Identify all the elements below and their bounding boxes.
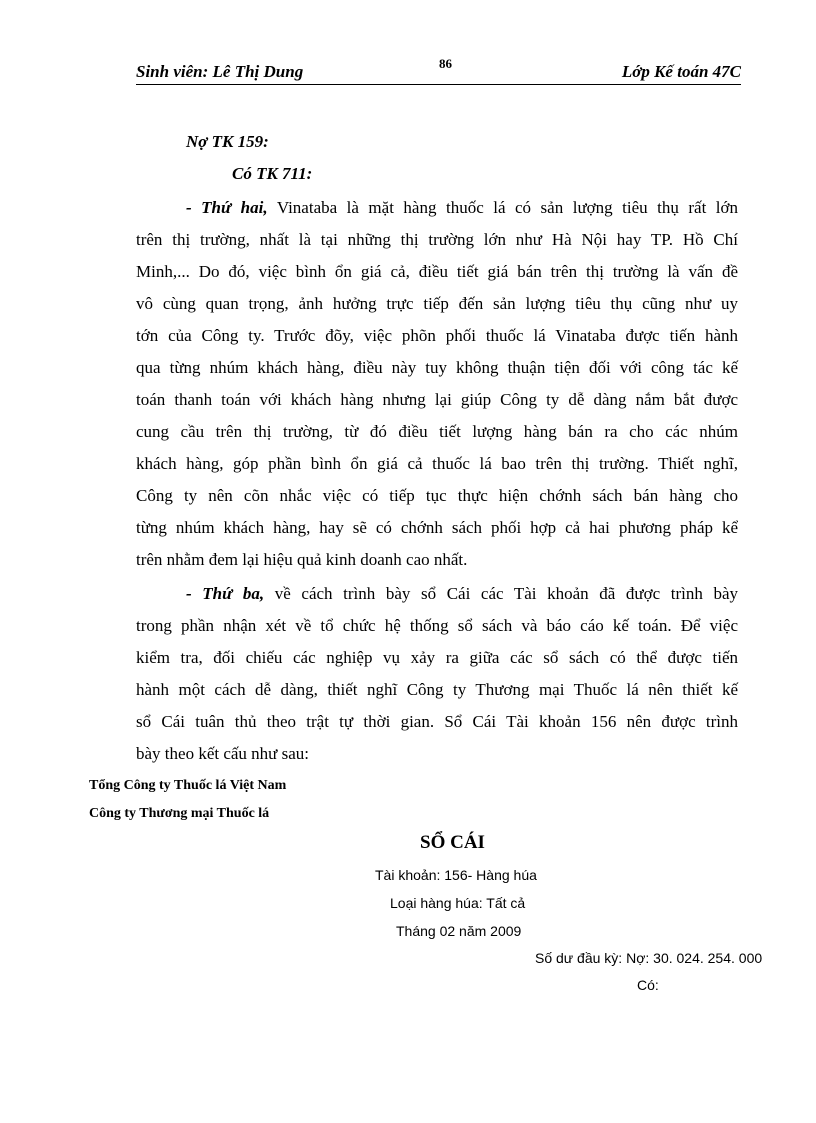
page-number: 86 bbox=[439, 56, 452, 71]
lead-label: - Thứ ba, bbox=[186, 584, 265, 603]
text-line: bày theo kết cấu như sau: bbox=[136, 744, 310, 763]
text-segment: Vinataba là mặt hàng thuốc lá có sản lượng tiêu thụ rất lớn bbox=[276, 198, 738, 217]
text-line bbox=[186, 584, 738, 604]
text-line: trong phần nhận xét về tổ chức hệ thống sổ sách và báo cáo kế toán. Để việc bbox=[136, 616, 738, 635]
text-line: hành một cách dễ dàng, thiết nghĩ Công ty Thương mại Thuốc lá nên thiết kế bbox=[136, 680, 738, 699]
ledger-title: SỔ CÁI bbox=[420, 832, 485, 853]
credit-entry: Có TK 711: bbox=[232, 164, 313, 183]
text-segment: về cách trình bày sổ Cái các Tài khoản đã được trình bày bbox=[274, 584, 738, 603]
student-name: Sinh viên: Lê Thị Dung bbox=[136, 62, 304, 81]
class-name: Lớp Kế toán 47C bbox=[621, 62, 741, 81]
text-line: trên thị trường, nhất là tại những thị trường lớn như Hà Nội hay TP. Hồ Chí bbox=[136, 230, 738, 249]
ledger-month: Tháng 02 năm 2009 bbox=[396, 923, 522, 939]
ledger-account: Tài khoản: 156- Hàng húa bbox=[375, 867, 537, 883]
debit-entry: Nợ TK 159: bbox=[186, 132, 269, 151]
text-line: qua từng nhúm khách hàng, điều này tuy không thuận tiện đối với công tác kế bbox=[136, 358, 738, 377]
text-line: cung cầu trên thị trường, từ đó điều tiết lượng hàng bán ra cho các nhúm bbox=[136, 422, 738, 441]
text-line: khách hàng, góp phần bình ổn giá cả thuốc lá bao trên thị trường. Thiết nghĩ, bbox=[136, 454, 738, 473]
page-header bbox=[136, 56, 741, 85]
parent-company: Tổng Công ty Thuốc lá Việt Nam bbox=[89, 778, 287, 793]
text-line bbox=[186, 198, 738, 218]
ledger-goods-type: Loại hàng húa: Tất cả bbox=[390, 895, 526, 911]
text-line: toán thanh toán với khách hàng nhưng lại giúp Công ty dễ dàng nắm bắt được bbox=[136, 390, 738, 409]
text-line: sổ Cái tuân thủ theo trật tự thời gian. Sổ Cái Tài khoản 156 nên được trình bbox=[136, 712, 738, 731]
opening-balance-credit: Có: bbox=[637, 977, 659, 993]
text-line: Công ty nên cõn nhắc việc có tiếp tục thực hiện chớnh sách bán hàng cho bbox=[136, 486, 738, 505]
text-line: kiểm tra, đối chiếu các nghiệp vụ xảy ra giữa các sổ sách có thể được tiến bbox=[136, 648, 738, 667]
text-line: vô cùng quan trọng, ảnh hưởng trực tiếp đến sản lượng tiêu thụ cũng như uy bbox=[136, 294, 738, 313]
text-line: trên nhằm đem lại hiệu quả kinh doanh cao nhất. bbox=[136, 550, 468, 569]
text-line: từng nhúm khách hàng, hay sẽ có chớnh sách phối hợp cả hai phương pháp kể bbox=[136, 518, 738, 537]
lead-label: - Thứ hai, bbox=[186, 198, 268, 217]
opening-balance-debit: Số dư đầu kỳ: Nợ: 30. 024. 254. 000 bbox=[535, 950, 763, 966]
text-line: tớn của Công ty. Trước đõy, việc phõn phối thuốc lá Vinataba được tiến hành bbox=[136, 326, 738, 345]
company-name: Công ty Thương mại Thuốc lá bbox=[89, 806, 270, 821]
text-line: Minh,... Do đó, việc bình ổn giá cả, điều tiết giá bán trên thị trường là vấn đề bbox=[136, 262, 738, 281]
